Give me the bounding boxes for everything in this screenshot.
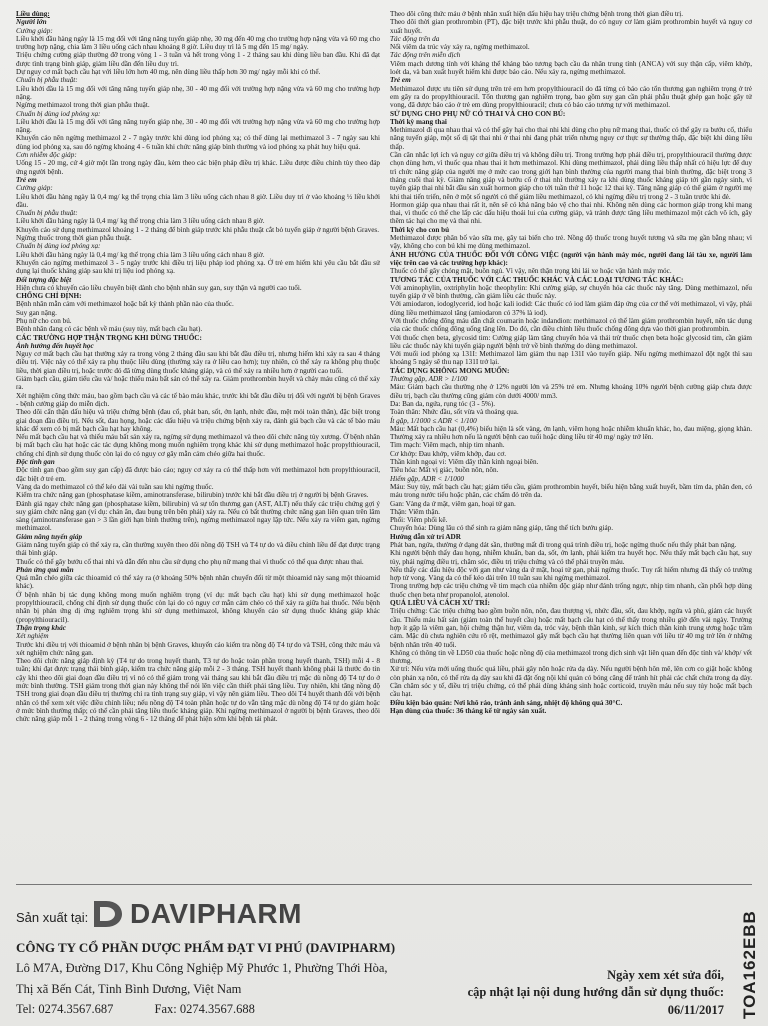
- paragraph: Theo dõi công thức máu ở bệnh nhân xuất hiện dấu hiệu hay triệu chứng bệnh trong thời gian điều trị.: [390, 10, 684, 18]
- paragraph: ẢNH HƯỞNG CỦA THUỐC ĐỐI VỚI CÔNG VIỆC (người vận hành máy móc, người đang lái tàu xe, người làm việc trên cao và các trường hợp khác):: [390, 250, 752, 267]
- paragraph: QUÁ LIỀU VÀ CÁCH XỬ TRÍ:: [390, 599, 490, 608]
- fax-number: Fax: 0274.3567.688: [154, 1002, 255, 1016]
- paragraph: Xét nghiệm: [16, 632, 49, 641]
- paragraph: Phụ nữ cho con bú.: [16, 316, 72, 325]
- paragraph: Giảm bạch cầu, giảm tiểu cầu và/ hoặc thiếu máu bất sản có thể xảy ra. Giảm prothrombin huyết và chảy máu cũng có thể xảy ra.: [16, 375, 380, 392]
- left-text-column: [16, 10, 380, 882]
- logo-wordmark: DAVIPHARM: [130, 898, 302, 929]
- paragraph: Độc tính gan: [16, 458, 55, 467]
- paragraph: Độc tính gan (bao gồm suy gan cấp) đã được báo cáo; nguy cơ xảy ra có thể thấp hơn với methimazol hơn propylthiouracil, đặc biệt ở trẻ em.: [16, 466, 380, 483]
- paragraph: Trẻ em: [16, 175, 37, 184]
- company-name: CÔNG TY CỔ PHẦN DƯỢC PHẨM ĐẠT VI PHÚ (DAVIPHARM): [16, 940, 396, 955]
- paragraph: Liều khởi đầu hàng ngày là 0,4 mg/ kg thể trọng chia làm 3 liều uống cách nhau 8 giờ.: [16, 250, 265, 259]
- paragraph: Máu: Suy tủy, mất bạch cầu hạt; giảm tiểu cầu, giảm prothrombin huyết, biểu hiện bằng xuất huyết, bầm tím da, phân đen, có máu trong nước tiểu hoặc phân, các chấm đỏ trên da.: [390, 482, 752, 500]
- paragraph: Khuyến cáo nên ngừng methimazol 2 - 7 ngày trước khi dùng iod phóng xạ; có thể dùng lại methimazol 3 - 7 ngày sau khi dùng iod phóng xạ, sau đó ngừng khoảng 4 - 6 tuần khi chức năng giáp bình thường và iod phóng xạ phát huy hiệu quả.: [16, 134, 380, 151]
- paragraph: Tác động trên da: [390, 34, 440, 43]
- paragraph: Hướng dẫn xử trí ADR: [390, 532, 461, 541]
- right-text-column: [390, 10, 752, 858]
- paragraph: Nếu thấy các dấu hiệu độc với gan như vàng da ứ mật, hoại tử gan, phải ngừng thuốc. Tuy rất hiếm nhưng đã thấy có trường hợp tử vong. Vàng da có thể kéo dài trên 10 tuần sau khi ngừng methimazol.: [390, 565, 752, 583]
- paragraph: Theo dõi cẩn thận dấu hiệu và triệu chứng bệnh (đau cổ, phát ban, sốt, ớn lạnh, nhức đầu, mệt mỏi toàn thân), đặc biệt trong giai đoạn đầu điều trị. Nếu sốt, đau họng, hoặc các dấu hiệu và triệu chứng bệnh xảy ra, đánh giá bạch cầu và các tế bào máu khác để xem có bị mất bạch cầu hạt hay không.: [16, 408, 380, 433]
- paragraph: Chuẩn bị dùng iod phóng xạ:: [16, 242, 101, 251]
- paragraph: Điều kiện bảo quản: Nơi khô ráo, tránh ánh sáng, nhiệt độ không quá 30°C.: [390, 698, 623, 707]
- paragraph: Kiểm tra chức năng gan (phosphatase kiềm, aminotransferase, bilirubin) trước khi bắt đầu điều trị ở người bị bệnh Graves.: [16, 491, 369, 500]
- paragraph: Triệu chứng cường giáp thường đỡ trong vòng 1 - 3 tuần và hết trong vòng 1 - 2 tháng sau khi dùng liều ban đầu. Khi đã đạt được tình trạng bình giáp, giảm liều dần đến liều duy trì.: [16, 51, 380, 68]
- paragraph: Viêm mạch dương tính với kháng thể kháng bào tương bạch cầu đa nhân trung tính (ANCA) với suy thận cấp, viêm khớp, loét da, và ban xuất huyết hiếm khi được báo cáo. Nếu xảy ra, ngừng methimazol.: [390, 59, 752, 77]
- paragraph: Thuốc có thể gây chóng mặt, buồn ngủ. Vì vậy, nên thận trọng khi lái xe hoặc vận hành máy móc.: [390, 267, 672, 276]
- paragraph: Với aminophylin, oxtriphylin hoặc theophylin: Khi cường giáp, sự chuyển hóa các thuốc này tăng. Dùng methimazol, nếu tuyến giáp ở về bình thường, cần giảm liều các thuốc này.: [390, 283, 752, 301]
- paragraph: Methimazol được ưu tiên sử dụng trên trẻ em hơn propylthiouracil do đã từng có báo cáo tổn thương gan nghiêm trọng ở trẻ em gây ra do propylthiouracil. Tổn thương gan nghiêm trọng, bao gồm suy gan cần phải phẫu thuật ghép gan hoặc gây tử vong, đã được báo cáo ở trẻ em dùng propylthiouracil; chưa có báo cáo tương tự với methimazol.: [390, 84, 752, 110]
- paragraph: Thường gặp, ADR > 1/100: [390, 375, 468, 384]
- paragraph: Ảnh hưởng đến huyết học: [16, 341, 94, 350]
- paragraph: Ở bệnh nhân bị tác dụng không mong muốn nghiêm trọng (ví dụ: mất bạch cầu hạt) khi sử dụng methimazol hoặc propylthiouracil, chống chỉ định sử dụng thuốc còn lại do có nguy cơ mẫn cảm chéo có thể xảy ra giữa hai thuốc. Nếu bệnh nhân bị phản ứng dị ứng nghiêm trọng khi sử dụng methimazol, không khuyến cáo sử dụng thuốc kháng giáp khác (propylthiouracil).: [16, 590, 380, 624]
- davipharm-logo-icon: [92, 899, 126, 929]
- paragraph: SỬ DỤNG CHO PHỤ NỮ CÓ THAI VÀ CHO CON BÚ:: [390, 109, 566, 118]
- manufacturer-label: Sản xuất tại:: [16, 910, 89, 925]
- paragraph: Xử trí: Nếu vừa mới uống thuốc quá liều, phải gây nôn hoặc rửa dạ dày. Nếu người bệnh hôn mê, lên cơn co giật hoặc không còn phản xạ nôn, có thể rửa dạ dày sau khi đã đặt ống nội khí quản có bóng căng để tránh hít phải các chất chứa trong dạ dày. Cần chăm sóc y tế, điều trị triệu chứng, có thể phải dùng kháng sinh hoặc corticoid, truyền máu nếu suy tủy hoặc mất bạch cầu hạt.: [390, 665, 752, 699]
- paragraph: Đối tượng đặc biệt: [16, 275, 72, 284]
- paragraph: Ít gặp, 1/1000 ≤ ADR < 1/100: [390, 416, 477, 425]
- address-line-1: Lô M7A, Đường D17, Khu Công Nghiệp Mỹ Phước 1, Phường Thới Hòa,: [16, 961, 388, 975]
- paragraph: Quá mẫn chéo giữa các thioamid có thể xảy ra (ở khoảng 50% bệnh nhân chuyển đổi từ một thioamid này sang một thioamid khác).: [16, 574, 380, 591]
- paragraph: Bệnh nhân đang có các bệnh về máu (suy tủy, mất bạch cầu hạt).: [16, 325, 203, 334]
- paragraph: CHỐNG CHỈ ĐỊNH:: [16, 292, 82, 301]
- paragraph: Khuyến cáo ngừng methimazol 3 - 5 ngày trước khi điều trị liệu pháp iod phóng xạ. Ở trẻ em hiếm khi yêu cầu bắt đầu sử dụng lại thuốc kháng giáp sau khi trị liệu iod phóng xạ.: [16, 258, 380, 276]
- paragraph: Trong trường hợp các triệu chứng về tim mạch của nhiễm độc giáp như đánh trống ngực, nhịp tim nhanh, cần phối hợp dùng thuốc chẹn beta như propanolol, atenolol.: [390, 582, 752, 599]
- paragraph: Nguy cơ mất bạch cầu hạt thường xảy ra trong vòng 2 tháng đầu sau khi bắt đầu điều trị, nhưng hiếm khi xảy ra sau 4 tháng điều trị. Việc này có thể xảy ra phụ thuộc liều dùng (thường xảy ra ở liều cao hơn); tuy nhiên, có thể xảy ra không phụ thuộc liều, thời gian điều trị, hoặc trước đó đã từng dùng thuốc kháng giáp, và có thể xảy ra nhiều hơn ở người cao tuổi.: [16, 350, 380, 375]
- telephone: Tel: 0274.3567.687: [16, 1002, 114, 1016]
- paragraph: TÁC DỤNG KHÔNG MONG MUỐN:: [390, 366, 510, 375]
- paragraph: Tiêu hóa: Mất vị giác, buồn nôn, nôn.: [390, 466, 499, 475]
- paragraph: Phổi: Viêm phổi kẽ.: [390, 516, 448, 525]
- paragraph: Giảm năng tuyến giáp có thể xảy ra, cần thường xuyên theo dõi nồng độ TSH và T4 tự do và điều chỉnh liều để đạt được trạng thái bình giáp.: [16, 541, 380, 558]
- paragraph: Theo dõi chức năng giáp định kỳ (T4 tự do trong huyết thanh, T3 tự do hoặc toàn phần trong huyết thanh, TSH) mỗi 4 - 8 tuần; khi đạt được trạng thái bình giáp, kiểm tra chức năng giáp mỗi 2 - 3 tháng. TSH huyết thanh không phải là thước đo tin cậy khi theo dõi giai đoạn đầu điều trị vì nó có thể giảm trong vài tháng sau khi bắt đầu điều trị mặc dù nồng độ T4 tự do ở mức bình thường. TSH giảm trong thời gian này không thể nói lên việc cần thiết phải tăng liều. Tuy nhiên, khi tăng nồng độ TSH trong giai đoạn đầu điều trị thường chỉ ra tình trạng suy giáp, vì vậy nên giảm liều. Theo dõi T4 huyết thanh đối với bệnh nhân có thể xem xét việc điều chỉnh liều; nếu nồng độ T4 toàn phần hoặc tự do vẫn tăng mặc dù nồng độ T4 tự do giảm hoặc ở mức bình thường thấp; có thể cần phải tăng liều thuốc kháng giáp. Khi ngừng methimazol ở người bị bệnh Graves, theo dõi chức năng giáp mỗi 1 - 2 tháng trong vòng 6 - 12 tháng để phát hiện sớm khi bệnh tái phát.: [16, 657, 380, 724]
- paragraph: Với muối iod phóng xạ 131I: Methimazol làm giảm thu nạp 131I vào tuyến giáp. Nếu ngừng methimazol đột ngột thì sau khoảng 5 ngày sẽ thu nạp 131I trở lại.: [390, 350, 752, 367]
- paragraph: Với thuốc chống đông máu dẫn chất coumarin hoặc indandion: methimazol có thể làm giảm prothrombin huyết, nên tác dụng của các thuốc chống đông uống tăng lên. Do đó, cần điều chỉnh liều thuốc chống đông dựa vào thời gian prothrombin.: [390, 316, 752, 334]
- paragraph: Chuẩn bị phẫu thuật:: [16, 209, 78, 218]
- paragraph: Uống 15 - 20 mg, cứ 4 giờ một lần trong ngày đầu, kèm theo các biện pháp điều trị khác. Liều được điều chỉnh tùy theo đáp ứng người bệnh.: [16, 159, 380, 176]
- paragraph: Với thuốc chẹn beta, glycosid tim: Cường giáp làm tăng chuyển hóa và thải trừ thuốc chẹn beta hoặc glycosid tim, cần giảm liều các thuốc này khi tuyến giáp người bệnh trở về bình thường do dùng methimazol.: [390, 333, 752, 350]
- paragraph: Khuyến cáo sử dụng methimazol khoảng 1 - 2 tháng để bình giáp trước khi phẫu thuật cắt bỏ tuyến giáp ở người bệnh Graves.: [16, 225, 380, 234]
- paragraph: Liều khởi đầu là 15 mg đối với tăng năng tuyến giáp nhẹ, 30 - 40 mg đối với trường hợp nặng vừa và 60 mg cho trường hợp nặng.: [16, 117, 380, 135]
- contact-numbers: [16, 1002, 255, 1017]
- paragraph: Liều khởi đầu hàng ngày là 15 mg đối với tăng năng tuyến giáp nhẹ, 30 mg đến 40 mg cho trường hợp nặng vừa và 60 mg cho trường hợp nặng, chia làm 3 liều uống cách nhau khoảng 8 giờ. Liều duy trì là 5 mg đến 15 mg/ ngày.: [16, 34, 380, 52]
- paragraph: Không có thông tin về LD50 của thuốc hoặc nồng độ của methimazol trong dịch sinh vật liên quan đến độc tính và/ khớp/ vết thương.: [390, 648, 752, 666]
- paragraph: Theo dõi thời gian prothrombin (PT), đặc biệt trước khi phẫu thuật, do có nguy cơ làm giảm prothrombin huyết và nguy cơ xuất huyết.: [390, 18, 752, 35]
- paragraph: Tim mạch: Viêm mạch, nhịp tim nhanh.: [390, 441, 505, 450]
- paragraph: Phản ứng quá mẫn: [16, 565, 74, 574]
- paragraph: Máu: Giảm bạch cầu thường nhẹ ở 12% người lớn và 25% trẻ em. Nhưng khoảng 10% người bệnh cường giáp chưa được điều trị, bạch cầu thường cũng giảm còn dưới 4000/ mm3.: [390, 383, 752, 400]
- paragraph: Tác động trên miễn dịch: [390, 51, 461, 60]
- paragraph: Bệnh nhân mẫn cảm với methimazol hoặc bất kỳ thành phần nào của thuốc.: [16, 300, 234, 309]
- paragraph: Methimazol được phân bố vào sữa mẹ, gây tai biến cho trẻ. Nồng độ thuốc trong huyết tương và sữa mẹ gần bằng nhau; vì vậy, không cho con bú khi mẹ dùng methimazol.: [390, 234, 752, 251]
- paragraph: Cơ khớp: Đau khớp, viêm khớp, đau cơ.: [390, 449, 507, 458]
- paragraph: Thận: Viêm thận.: [390, 507, 440, 516]
- paragraph: Liều khởi đầu hàng ngày là 0,4 mg/ kg thể trọng chia làm 3 liều uống cách nhau 8 giờ. Liều duy trì ở vào khoảng ½ liều khởi đầu.: [16, 192, 380, 209]
- paragraph: Ngừng methimazol trong thời gian phẫu thuật.: [16, 101, 150, 110]
- paragraph: Nổi viêm da trúc vảy xảy ra, ngừng methimazol.: [390, 43, 530, 52]
- paragraph: Hormon giáp qua nhau thai rất ít, nên sẽ có khả năng bảo vệ cho thai nhi. Không nên dùng các hormon giáp trong khi mang thai, vì thuốc có thể che lấp các dấu hiệu thoái lui của cường giáp, và tránh được tăng liều methimazol một cách vô ích, gây thêm tác hại cho mẹ và thai nhi.: [390, 200, 752, 226]
- paragraph: Thời kỳ mang thai: [390, 117, 447, 126]
- paragraph: Liều khởi đầu hàng ngày là 0,4 mg/ kg thể trọng chia làm 3 liều uống cách nhau 8 giờ.: [16, 217, 265, 226]
- paragraph: Thần kinh ngoại vi: Viêm dây thần kinh ngoại biên.: [390, 458, 539, 467]
- review-date: 06/11/2017: [667, 1003, 724, 1017]
- address-line-2: Thị xã Bến Cát, Tỉnh Bình Dương, Việt Nam: [16, 982, 242, 996]
- paragraph: Giảm năng tuyến giáp: [16, 532, 83, 541]
- paragraph: Phát ban, ngứa, thường ở dạng dát sần, thường mất đi trong quá trình điều trị, hoặc ngừng thuốc nếu thấy phát ban nặng.: [390, 541, 737, 549]
- paragraph: Vàng da do methimazol có thể kéo dài vài tuần sau khi ngừng thuốc.: [16, 482, 214, 491]
- paragraph: Máu: Mất bạch cầu hạt (0,4%) biểu hiện là sốt vàng, ớn lạnh, viêm họng hoặc nhiễm khuẩn khác, ho, đau miệng, giọng khàn. Thường xảy ra nhiều hơn nếu là người bệnh cao tuổi hoặc dùng liều từ 40 mg/ ngày trở lên.: [390, 424, 752, 442]
- paragraph: Với amiodaron, iodoglycerid, iod hoặc kali iodid: Các thuốc có iod làm giảm đáp ứng của cơ thể với methimazol, vì vậy, phải dùng liều methimazol tăng (amiodaron có 37% là iod).: [390, 300, 752, 317]
- paragraph: Cơn nhiễm độc giáp:: [16, 151, 77, 160]
- paragraph: Thận trọng khác: [16, 623, 66, 632]
- paragraph: Chuyển hóa: Dùng lâu có thể sinh ra giảm năng giáp, tăng thể tích bướu giáp.: [390, 524, 614, 533]
- paragraph: Liều khởi đầu là 15 mg đối với tăng năng tuyến giáp nhẹ, 30 - 40 mg đối với trường hợp nặng vừa và 60 mg cho trường hợp nặng.: [16, 84, 380, 101]
- paragraph: Suy gan nặng.: [16, 308, 57, 317]
- paragraph: Đánh giá ngay chức năng gan (phosphatase kiềm, bilirubin) và sự tổn thương gan (AST, ALT) nếu thấy các triệu chứng gợi ý suy giảm chức năng gan (ví dụ: chán ăn, đau bụng trên bên phải) xảy ra. Nếu có bất thường chức năng gan liên quan trên lâm sàng (aminotransferase gan > 3 lần giới hạn bình thường trên), ngừng methimazol ngay lập tức. Nếu xảy ra viêm gan, ngừng methimazol.: [16, 499, 380, 533]
- paragraph: Xét nghiệm công thức máu, bao gồm bạch cầu và các tế bào máu khác, trước khi bắt đầu điều trị đối với người bị bệnh Graves - bệnh cường giáp do miễn dịch.: [16, 391, 380, 408]
- paragraph: Methimazol đi qua nhau thai và có thể gây hại cho thai nhi khi dùng cho phụ nữ mang thai, thuốc có thể gây ra bướu cổ, thiểu năng tuyến giáp, một số dị tật thai nhi ở thai nhi đang phát triển nhưng nguy cơ thực sự thường thấp, đặc biệt khi dùng liều thấp.: [390, 126, 752, 151]
- davipharm-logo: [92, 898, 302, 930]
- paragraph: Thuốc có thể gây bướu cổ thai nhi và dẫn đến nhu cầu sử dụng cho phụ nữ mang thai vì thuốc có thể qua được nhau thai.: [16, 557, 364, 566]
- review-heading: Ngày xem xét sửa đổi,: [607, 968, 724, 982]
- paragraph: Nếu mất bạch cầu hạt và thiếu máu bất sản xảy ra, ngừng sử dụng methimazol và theo dõi chức năng tủy xương. Ở bệnh nhân bị mất bạch cầu hạt hoặc các tác dụng không mong muốn nghiêm trọng khác khi sử dụng methimazol hoặc propylthiouracil, chống chỉ định sử dụng thuốc còn lại do có nguy cơ gây mẫn cảm chéo giữa hai thuốc.: [16, 433, 380, 458]
- paragraph: TƯƠNG TÁC CỦA THUỐC VỚI CÁC THUỐC KHÁC VÀ CÁC LOẠI TƯƠNG TÁC KHÁC:: [390, 275, 684, 284]
- paragraph: Chuẩn bị phẫu thuật:: [16, 76, 78, 85]
- review-subheading: cập nhật lại nội dung hướng dẫn sử dụng thuốc:: [467, 985, 724, 999]
- paragraph: Khi người bệnh thấy đau họng, nhiễm khuẩn, ban da, sốt, ớn lạnh, phải kiểm tra huyết học. Nếu thấy mất bạch cầu hạt, suy tủy, phải ngừng điều trị, chăm sóc, điều trị triệu chứng và có thể phải truyền máu.: [390, 549, 752, 566]
- paragraph: Thời kỳ cho con bú: [390, 225, 450, 234]
- paragraph: Cường giáp:: [16, 184, 53, 193]
- document-code: TOA162EBB: [740, 910, 759, 1020]
- paragraph: Trước khi điều trị với thioamid ở bệnh nhân bị bệnh Graves, khuyến cáo kiểm tra nồng độ T4 tự do và TSH, công thức máu và xét nghiệm chức năng gan.: [16, 640, 380, 657]
- paragraph: Ngừng thuốc trong thời gian phẫu thuật.: [16, 234, 132, 243]
- paragraph: Chuẩn bị dùng iod phóng xạ:: [16, 109, 101, 118]
- paragraph: Hạn dùng của thuốc: 36 tháng kể từ ngày sản xuất.: [390, 706, 547, 715]
- paragraph: Cần cân nhắc lợi ích và nguy cơ giữa điều trị và không điều trị. Trong trường hợp phải điều trị, propylthiouracil thường được chọn dùng hơn, vì thuốc qua nhau thai ít hơn methimazol. Khi dùng methimazol, phải dùng liều thấp nhất có hiệu lực để duy trì chức năng giáp của người mẹ ở mức cao trong giới hạn bình thường của người mang thai bình thường, đặc biệt trong 3 tháng cuối thai kỳ. Giảm năng giáp và bướu cổ ở thai nhi thường xảy ra khi dùng thuốc kháng giáp tới gần ngày sinh, vì tuyến giáp thai nhi bắt đầu sản xuất hormon giáp cho tới tuần thứ 11 hoặc 12 thai kỳ. Tăng năng giáp có thể giảm ở người mẹ khi thai tiến triển, nên ở một số người có thể giảm liều methimazol, có khi ngừng điều trị trong 2 - 3 tuần trước khi đẻ.: [390, 151, 752, 201]
- footer-divider: [16, 884, 752, 885]
- paragraph: Dự nguy cơ mất bạch cầu hạt với liều lớn hơn 40 mg, nên dùng liều thấp hơn 30 mg/ ngày mỗi khi có thể.: [16, 68, 321, 77]
- paragraph: Hiện chưa có khuyến cáo liều chuyên biệt dành cho bệnh nhân suy gan, suy thận và người cao tuổi.: [16, 283, 302, 292]
- paragraph: Trẻ em: [390, 76, 411, 85]
- paragraph: Người lớn: [16, 18, 47, 27]
- paragraph: Hiếm gặp, ADR < 1/1000: [390, 474, 464, 483]
- paragraph: Toàn thân: Nhức đầu, sốt vừa và thoáng qua.: [390, 408, 519, 417]
- paragraph: Cường giáp:: [16, 26, 53, 35]
- paragraph: Triệu chứng: Các triệu chứng bao gồm buồn nôn, nôn, đau thượng vị, nhức đầu, sốt, đau khớp, ngứa và phù, giảm các huyết cầu. Thiếu máu bất sản (giảm toàn thể huyết cầu) hoặc mất bạch cầu hạt có thể thấy trong nhiều giờ đến vài ngày. Trường hợp ít gặp là viêm gan, hội chứng thận hư, viêm da, tróc vảy, bệnh thần kinh, sự kích thích thần kinh trung ương hoặc trầm cảm. Mặc dù chưa nghiên cứu rõ rệt, methimazol gây mất bạch cầu hạt thường liên quan với liều từ 40 mg trở lên ở những bệnh nhân trên 40 tuổi.: [390, 607, 752, 649]
- paragraph: Liều dùng:: [16, 10, 50, 18]
- paragraph: Da: Ban da, ngứa, rụng tóc (3 - 5%).: [390, 399, 496, 408]
- paragraph: CÁC TRƯỜNG HỢP THẬN TRỌNG KHI DÙNG THUỐC:: [16, 333, 202, 342]
- paragraph: Gan: Vàng da ứ mật, viêm gan, hoại tử gan.: [390, 499, 516, 508]
